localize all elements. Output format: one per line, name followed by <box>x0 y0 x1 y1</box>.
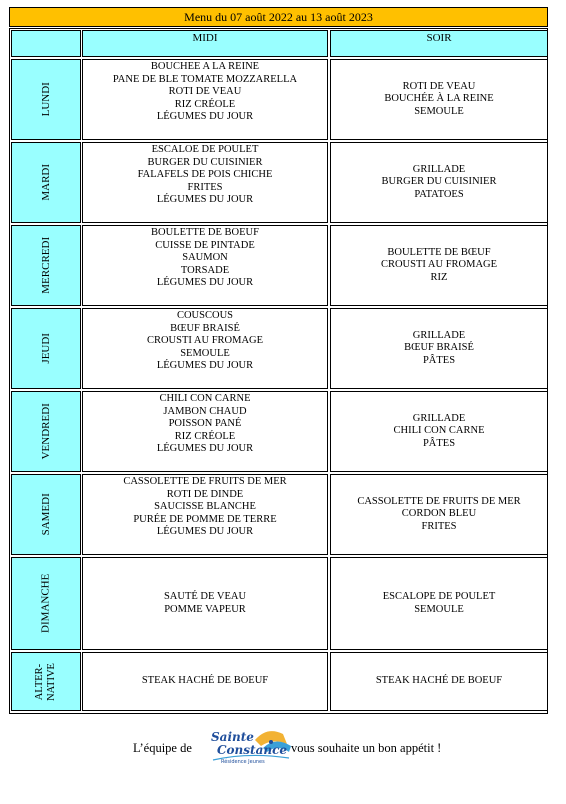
dish-item: CASSOLETTE DE FRUITS DE MER <box>123 476 287 487</box>
midi-dish-list <box>151 227 259 290</box>
dish-item: SAUTÉ DE VEAU <box>163 590 247 602</box>
dish-item: SEMOULE <box>180 347 230 359</box>
mercredi-soir-cell <box>330 225 548 306</box>
dish-item: GRILLADE <box>412 163 466 175</box>
samedi-soir-cell <box>330 474 548 555</box>
footer-text-after: vous souhaite un bon appétit ! <box>291 741 442 755</box>
dish-item: PÂTES <box>422 437 456 449</box>
dish-item: ROTI DE VEAU <box>168 86 242 98</box>
midi-dish-list <box>138 144 273 207</box>
dish-item: POISSON PANÉ <box>168 418 242 430</box>
dish-item: SAUMON <box>182 252 228 264</box>
day-name: VENDREDI <box>39 403 52 460</box>
dish-item: LÉGUMES DU JOUR <box>156 443 254 455</box>
mardi-midi-cell <box>82 142 328 223</box>
alternative-midi-cell <box>82 652 328 711</box>
menu-table <box>9 28 548 714</box>
dish-item: BOUCHEE A LA REINE <box>150 61 260 72</box>
dish-item: LÉGUMES DU JOUR <box>156 111 254 123</box>
column-header-midi: MIDI <box>82 30 328 57</box>
lundi-soir-cell <box>330 59 548 140</box>
dish-item: FALAFELS DE POIS CHICHE <box>137 169 273 181</box>
dish-item: PATATOES <box>414 188 464 200</box>
dish-item: JAMBON CHAUD <box>163 405 247 417</box>
dish-item: BŒUF BRAISÉ <box>404 342 474 354</box>
dish-item: BURGER DU CUISINIER <box>381 176 497 188</box>
dish-item: COUSCOUS <box>176 310 233 321</box>
alternative-soir-cell <box>330 652 548 711</box>
row-label-mercredi <box>11 225 81 306</box>
dish-item: GRILLADE <box>412 329 466 341</box>
dish-item: ESCALOE DE POULET <box>151 144 259 155</box>
logo-subtitle: Résidence Jeunes <box>221 759 265 765</box>
soir-dish-list <box>381 247 497 285</box>
dimanche-soir-cell <box>330 557 548 650</box>
day-name: LUNDI <box>39 82 52 117</box>
corner-cell <box>11 30 81 57</box>
alternative-soir-dish: STEAK HACHÉ DE BOEUF <box>375 675 503 687</box>
lundi-midi-cell <box>82 59 328 140</box>
vendredi-midi-cell <box>82 391 328 472</box>
row-label-lundi <box>11 59 81 140</box>
day-name: MARDI <box>39 164 52 201</box>
sainte-constance-logo <box>203 726 293 770</box>
logo-text-line1: Sainte <box>211 730 254 744</box>
dish-item: CORDON BLEU <box>401 508 477 520</box>
alternative-label <box>34 663 58 701</box>
dish-item: LÉGUMES DU JOUR <box>156 526 254 538</box>
dish-item: PÂTES <box>422 354 456 366</box>
dish-item: BOUCHÉE À LA REINE <box>384 93 494 105</box>
dish-item: SAUCISSE BLANCHE <box>154 501 256 513</box>
midi-dish-list <box>157 393 253 456</box>
dish-item: RIZ CRÉOLE <box>174 98 236 110</box>
day-name: MERCREDI <box>39 237 52 294</box>
soir-dish-list <box>384 81 493 119</box>
dish-item: CHILI CON CARNE <box>393 425 485 437</box>
dish-item: BŒUF BRAISÉ <box>170 322 240 334</box>
row-label-samedi <box>11 474 81 555</box>
row-label-mardi <box>11 142 81 223</box>
midi-dish-list <box>164 591 246 616</box>
logo-text-line2: Constance <box>217 743 288 757</box>
dish-item: POMME VAPEUR <box>164 603 246 615</box>
samedi-midi-cell <box>82 474 328 555</box>
soir-dish-list <box>382 164 497 202</box>
dimanche-midi-cell <box>82 557 328 650</box>
dish-item: ROTI DE DINDE <box>166 488 244 500</box>
column-header-soir: SOIR <box>330 30 548 57</box>
dish-item: BOULETTE DE BŒUF <box>387 246 491 258</box>
day-name: DIMANCHE <box>39 573 52 634</box>
soir-dish-list <box>394 413 485 451</box>
row-label-jeudi <box>11 308 81 389</box>
dish-item: RIZ <box>430 271 448 283</box>
mardi-soir-cell <box>330 142 548 223</box>
dish-item: LÉGUMES DU JOUR <box>156 194 254 206</box>
menu-title: Menu du 07 août 2022 au 13 août 2023 <box>9 7 548 27</box>
vendredi-soir-cell <box>330 391 548 472</box>
day-name: SAMEDI <box>39 493 52 536</box>
day-name: JEUDI <box>39 333 52 364</box>
dish-item: CROUSTI AU FROMAGE <box>380 259 498 271</box>
dish-item: CHILI CON CARNE <box>159 393 251 404</box>
dish-item: ESCALOPE DE POULET <box>382 590 496 602</box>
logo-text <box>211 731 287 757</box>
dish-item: LÉGUMES DU JOUR <box>156 277 254 289</box>
soir-dish-list <box>383 591 496 616</box>
alternative-label-line2: NATIVE <box>45 662 57 701</box>
dish-item: CASSOLETTE DE FRUITS DE MER <box>357 495 521 507</box>
dish-item: RIZ CRÉOLE <box>174 430 236 442</box>
alternative-label-line1: ALTER- <box>33 663 45 700</box>
footer-text-before: L’équipe de <box>133 741 192 755</box>
dish-item: PURÉE DE POMME DE TERRE <box>133 513 277 525</box>
dish-item: ROTI DE VEAU <box>402 80 476 92</box>
row-label-vendredi <box>11 391 81 472</box>
dish-item: FRITES <box>421 520 457 532</box>
dish-item: BOULETTE DE BOEUF <box>151 227 259 238</box>
footer <box>0 722 566 772</box>
soir-dish-list <box>357 496 520 534</box>
dish-item: GRILLADE <box>412 412 466 424</box>
alternative-midi-dish: STEAK HACHÉ DE BOEUF <box>141 675 269 687</box>
dish-item: LÉGUMES DU JOUR <box>156 360 254 372</box>
jeudi-soir-cell <box>330 308 548 389</box>
dish-item: SEMOULE <box>414 105 464 117</box>
dish-item: CROUSTI AU FROMAGE <box>146 335 264 347</box>
row-label-alternative <box>11 652 81 711</box>
mercredi-midi-cell <box>82 225 328 306</box>
row-label-dimanche <box>11 557 81 650</box>
soir-dish-list <box>404 330 474 368</box>
dish-item: SEMOULE <box>414 603 464 615</box>
dish-item: CUISSE DE PINTADE <box>155 239 255 251</box>
midi-dish-list <box>147 310 263 373</box>
dish-item: PANE DE BLE TOMATE MOZZARELLA <box>112 73 298 85</box>
midi-dish-list <box>123 476 286 539</box>
midi-dish-list <box>113 61 297 124</box>
dish-item: TORSADE <box>180 264 230 276</box>
dish-item: BURGER DU CUISINIER <box>147 156 263 168</box>
jeudi-midi-cell <box>82 308 328 389</box>
dish-item: FRITES <box>187 181 223 193</box>
